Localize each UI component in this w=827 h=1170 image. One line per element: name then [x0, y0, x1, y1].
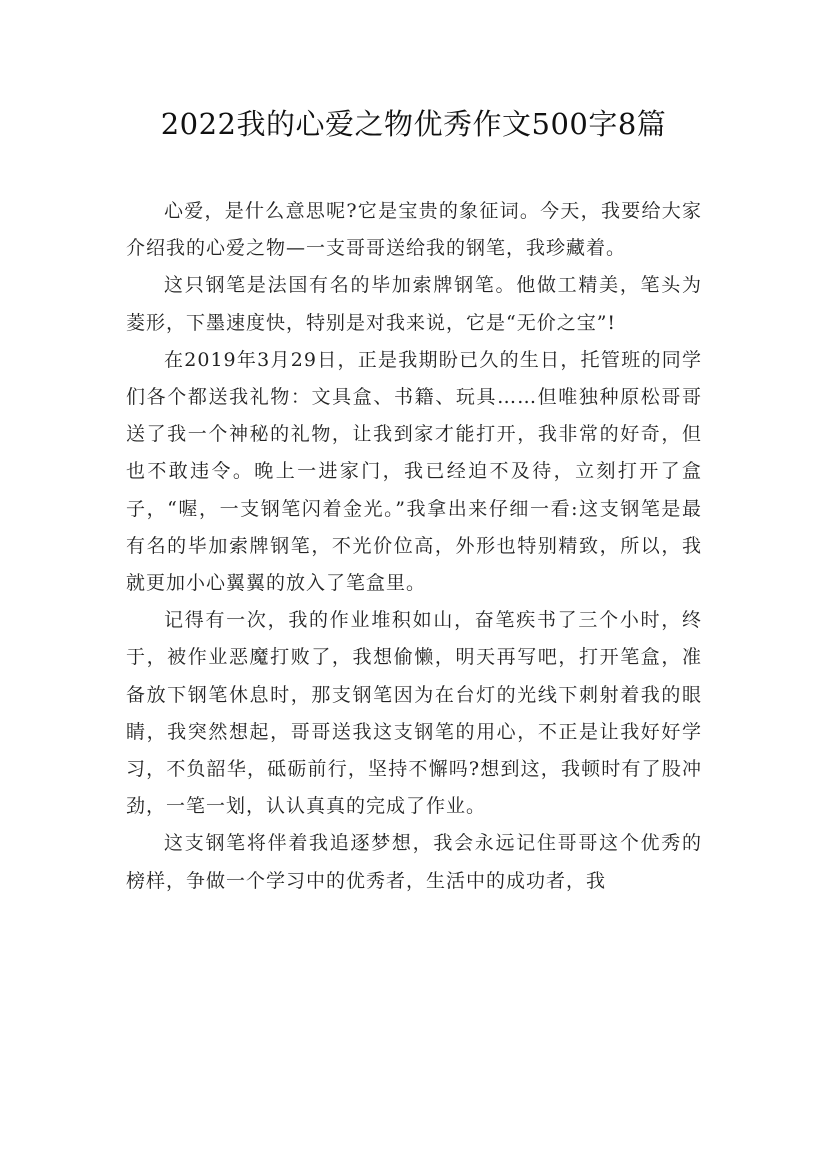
document-body [126, 193, 702, 900]
paragraph-5: 这支钢笔将伴着我追逐梦想，我会永远记住哥哥这个优秀的榜样，争做一个学习中的优秀者，生活中的成功者，我 [126, 832, 702, 892]
paragraph-2: 这只钢笔是法国有名的毕加索牌钢笔。他做工精美，笔头为菱形，下墨速度快，特别是对我来说，它是“无价之宝”! [126, 274, 702, 334]
paragraph-4: 记得有一次，我的作业堆积如山，奋笔疾书了三个小时，终于，被作业恶魔打败了，我想偷懒，明天再写吧，打开笔盒，准备放下钢笔休息时，那支钢笔因为在台灯的光线下刺射着我的眼睛，我突然想起，哥哥送我这支钢笔的用心，不正是让我好好学习，不负韶华，砥砺前行，坚持不懈吗?想到这，我顿时有了股冲劲，一笔一划，认认真真的完成了作业。 [126, 609, 702, 818]
paragraph-1: 心爱，是什么意思呢?它是宝贵的象征词。今天，我要给大家介绍我的心爱之物—一支哥哥送给我的钢笔，我珍藏着。 [126, 200, 702, 260]
document-title: 2022我的心爱之物优秀作文500字8篇 [160, 107, 667, 141]
paragraph-3: 在2019年3月29日，正是我期盼已久的生日，托管班的同学们各个都送我礼物：文具盒、书籍、玩具……但唯独种原松哥哥送了我一个神秘的礼物，让我到家才能打开，我非常的好奇，但也不敢违令。晚上一进家门，我已经迫不及待，立刻打开了盒子，“喔，一支钢笔闪着金光。”我拿出来仔细一看:这支钢笔是最有名的毕加索牌钢笔，不光价位高，外形也特别精致，所以，我就更加小心翼翼的放入了笔盒里。 [126, 348, 702, 595]
